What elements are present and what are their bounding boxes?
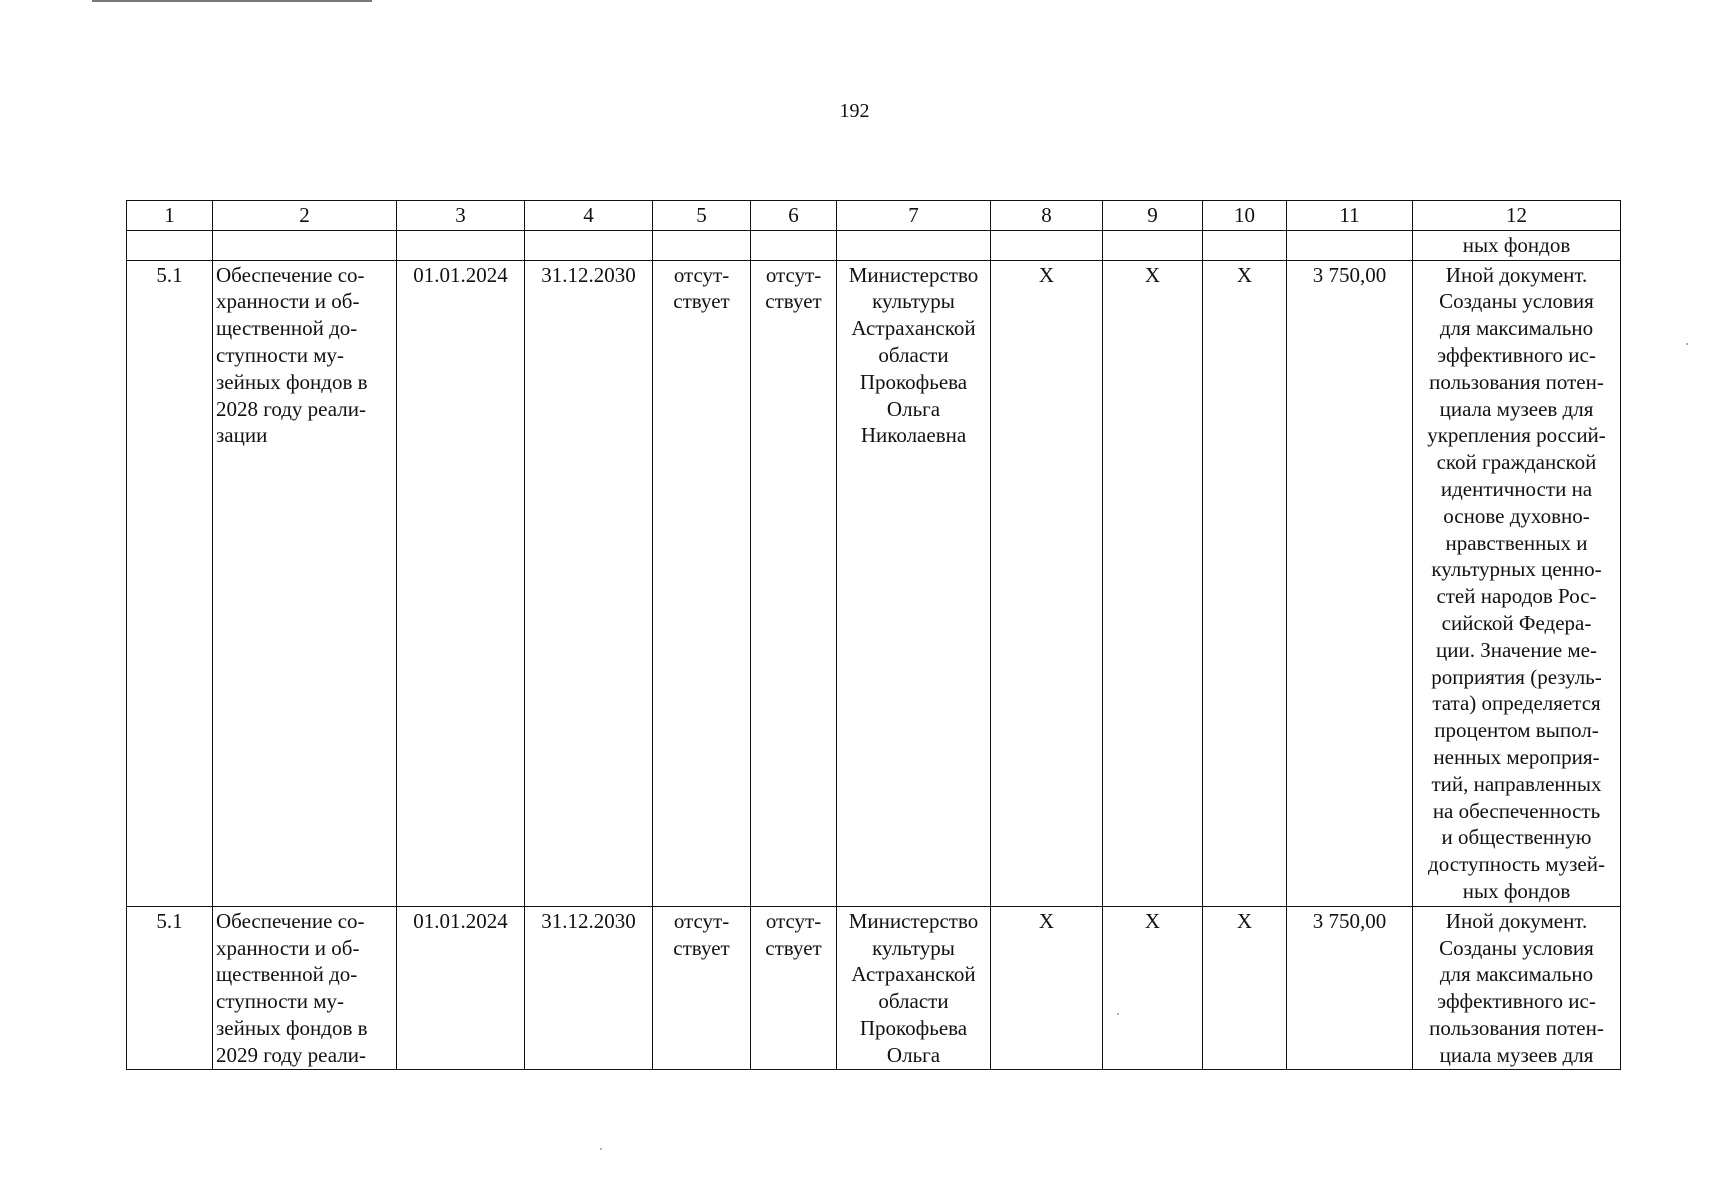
col9-value: X: [1103, 906, 1203, 1069]
col-header: 12: [1413, 201, 1621, 231]
row-number: 5.1: [127, 906, 213, 1069]
col-header: 9: [1103, 201, 1203, 231]
col5-value: отсут- ствует: [653, 906, 751, 1069]
table-row: [127, 906, 1621, 1069]
responsible-executor: Министерство культуры Астраханской области Прокофьева Ольга Николаевна: [837, 260, 991, 906]
page-number: 192: [839, 100, 870, 122]
amount: 3 750,00: [1287, 906, 1413, 1069]
measure-name: Обеспечение со- хранности и об- щественной до- ступности му- зейных фондов в 2028 году реали- зации: [213, 260, 397, 906]
measures-table: [126, 200, 1621, 1070]
start-date: 01.01.2024: [397, 906, 525, 1069]
col6-value: отсут- ствует: [751, 906, 837, 1069]
col-header: 7: [837, 201, 991, 231]
col-header: 5: [653, 201, 751, 231]
col-header: 11: [1287, 201, 1413, 231]
col9-value: X: [1103, 260, 1203, 906]
scan-edge-line: [92, 0, 372, 2]
continuation-row: [127, 230, 1621, 260]
col10-value: X: [1203, 260, 1287, 906]
col-header: 6: [751, 201, 837, 231]
col5-value: отсут- ствует: [653, 260, 751, 906]
result-description: Иной документ. Созданы условия для максимально эффективного ис- пользования потен- циала музеев для укрепления россий- ской гражданской идентичности на основе духовно- нравственных и культурных ценно- стей народов Рос- сийской Федера- ции. Значение ме- роприятия (резуль- тата) определяется процентом выпол- ненных мероприя- тий, направленных на обеспеченность и общественную доступность музей- ных фондов: [1413, 260, 1621, 906]
col10-value: X: [1203, 906, 1287, 1069]
col8-value: X: [991, 260, 1103, 906]
col6-value: отсут- ствует: [751, 260, 837, 906]
col-header: 2: [213, 201, 397, 231]
row-number: 5.1: [127, 260, 213, 906]
amount: 3 750,00: [1287, 260, 1413, 906]
column-number-row: [127, 201, 1621, 231]
scan-speck: [1686, 343, 1688, 345]
measure-name: Обеспечение со- хранности и об- щественной до- ступности му- зейных фондов в 2029 году реали-: [213, 906, 397, 1069]
start-date: 01.01.2024: [397, 260, 525, 906]
col-header: 1: [127, 201, 213, 231]
col-header: 8: [991, 201, 1103, 231]
col8-value: X: [991, 906, 1103, 1069]
table-row: [127, 260, 1621, 906]
col-header: 3: [397, 201, 525, 231]
result-description: Иной документ. Созданы условия для максимально эффективного ис- пользования потен- циала музеев для: [1413, 906, 1621, 1069]
end-date: 31.12.2030: [525, 260, 653, 906]
continuation-text: ных фондов: [1413, 230, 1621, 260]
responsible-executor: Министерство культуры Астраханской области Прокофьева Ольга: [837, 906, 991, 1069]
scan-speck: [1117, 1013, 1119, 1015]
scan-speck: [600, 1148, 602, 1150]
col-header: 4: [525, 201, 653, 231]
col-header: 10: [1203, 201, 1287, 231]
end-date: 31.12.2030: [525, 906, 653, 1069]
